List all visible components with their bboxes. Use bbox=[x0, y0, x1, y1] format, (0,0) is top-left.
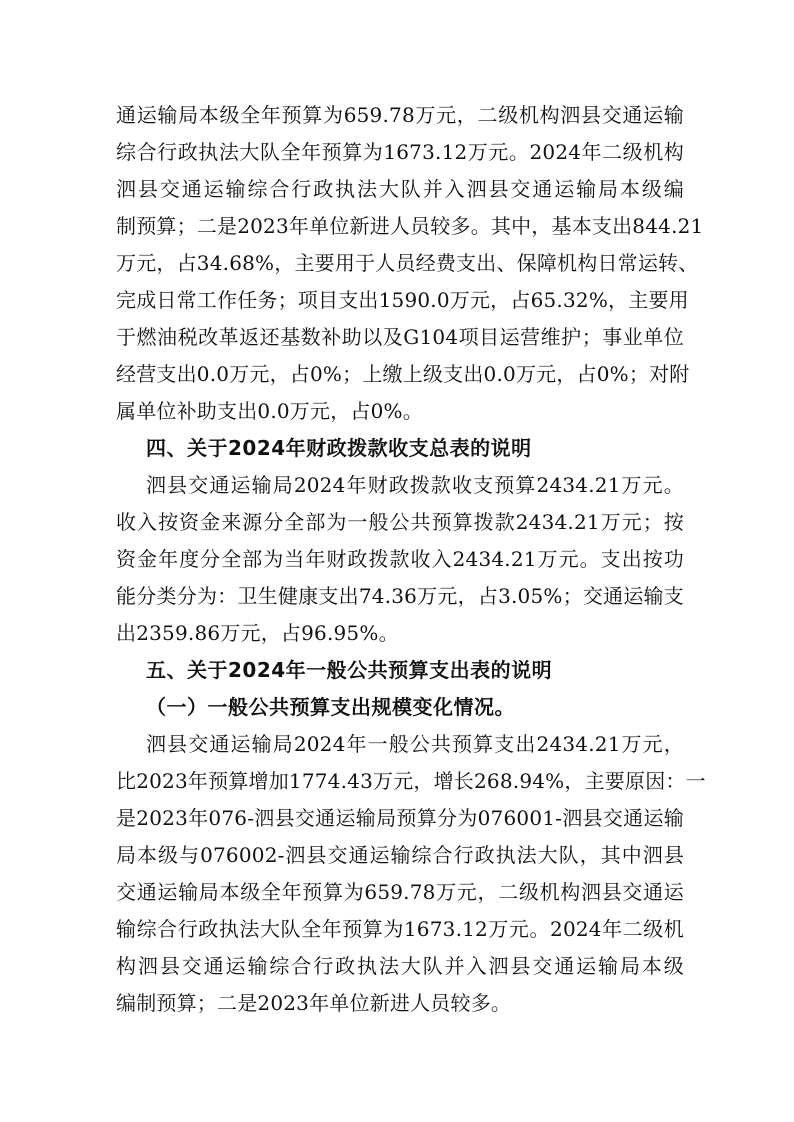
text-line: 交通运输局本级全年预算为659.78万元，二级机构泗县交通运 bbox=[116, 880, 684, 904]
text-line: 经营支出0.0万元，占0%；上缴上级支出0.0万元，占0%；对附 bbox=[116, 362, 690, 386]
text-line: 泗县交通运输局2024年财政拨款收支预算2434.21万元。 bbox=[146, 473, 684, 497]
subsection-heading-5-1: （一）一般公共预算支出规模变化情况。 bbox=[146, 695, 515, 719]
text-line: 泗县交通运输综合行政执法大队并入泗县交通运输局本级编 bbox=[116, 177, 684, 201]
paragraph-section-5 bbox=[116, 726, 706, 1022]
text-line: 出2359.86万元，占96.95%。 bbox=[116, 621, 399, 645]
section-heading-5: 五、关于2024年一般公共预算支出表的说明 bbox=[146, 658, 553, 682]
text-line: 资金年度分全部为当年财政拨款收入2434.21万元。支出按功 bbox=[116, 547, 684, 571]
text-line: 通运输局本级全年预算为659.78万元，二级机构泗县交通运输 bbox=[116, 103, 684, 127]
text-line: 于燃油税改革返还基数补助以及G104项目运营维护；事业单位 bbox=[116, 325, 684, 349]
text-line: 局本级与076002-泗县交通运输综合行政执法大队，其中泗县 bbox=[116, 843, 684, 867]
text-line: 万元，占34.68%，主要用于人员经费支出、保障机构日常运转、 bbox=[116, 251, 699, 275]
text-line: 构泗县交通运输综合行政执法大队并入泗县交通运输局本级 bbox=[116, 954, 684, 978]
text-line: 能分类分为：卫生健康支出74.36万元，占3.05%；交通运输支 bbox=[116, 584, 684, 608]
text-line: 属单位补助支出0.0万元，占0%。 bbox=[116, 399, 423, 423]
paragraph-section-4 bbox=[116, 467, 684, 652]
text-line: 是2023年076-泗县交通运输局预算分为076001-泗县交通运输 bbox=[116, 806, 684, 830]
text-line: 比2023年预算增加1774.43万元，增长268.94%，主要原因：一 bbox=[116, 769, 706, 793]
text-line: 完成日常工作任务；项目支出1590.0万元，占65.32%，主要用 bbox=[116, 288, 689, 312]
text-line: 输综合行政执法大队全年预算为1673.12万元。2024年二级机 bbox=[116, 917, 684, 941]
text-line: 综合行政执法大队全年预算为1673.12万元。2024年二级机构 bbox=[116, 140, 684, 164]
text-line: 泗县交通运输局2024年一般公共预算支出2434.21万元， bbox=[146, 732, 684, 756]
document-body bbox=[116, 97, 706, 1022]
paragraph-continued bbox=[116, 97, 704, 430]
text-line: 收入按资金来源分全部为一般公共预算拨款2434.21万元；按 bbox=[116, 510, 684, 534]
text-line: 编制预算；二是2023年单位新进人员较多。 bbox=[116, 991, 512, 1015]
section-heading-4: 四、关于2024年财政拨款收支总表的说明 bbox=[146, 436, 532, 460]
text-line: 制预算；二是2023年单位新进人员较多。其中，基本支出844.21 bbox=[116, 214, 704, 238]
